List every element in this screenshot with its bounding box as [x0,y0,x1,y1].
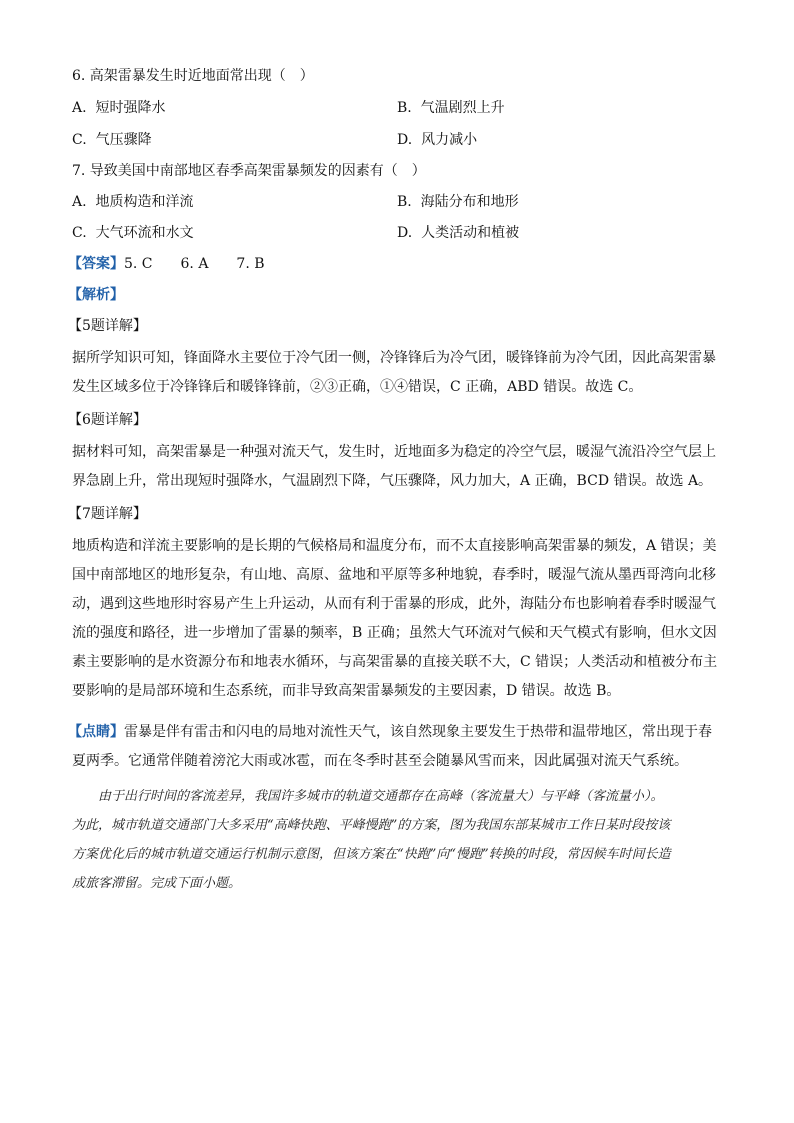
answer-line [68,254,265,274]
q6-option-b: B. 气温剧烈上升 [397,100,505,116]
q5-detail-heading: 【5题详解】 [68,318,147,334]
q6-detail-line: 界急剧上升，常出现短时强降水，气温剧烈下降，气压骤降，风力加大，A 正确，BCD 错误。故选 A。 [72,473,713,489]
answer-values: 5. C 6. A 7. B [124,256,265,272]
material-line: 成旅客滞留。完成下面小题。 [72,876,242,891]
q7-option-b: B. 海陆分布和地形 [397,194,519,210]
tip-line: 夏两季。它通常伴随着滂沱大雨或冰雹，而在冬季时甚至会随暴风雪而来，因此属强对流天气系统。 [72,753,688,769]
q7-detail-line: 国中南部地区的地形复杂，有山地、高原、盆地和平原等多种地貌，春季时，暖湿气流从墨西哥湾向北移 [72,567,716,583]
q7-option-a: A. 地质构造和洋流 [72,194,194,210]
q7-detail-body [72,532,720,706]
tip-line: 雷暴是伴有雷击和闪电的局地对流性天气，该自然现象主要发生于热带和温带地区，常出现于春 [124,724,712,740]
q7-option-c: C. 大气环流和水文 [72,225,194,241]
question-6-stem: 6. 高架雷暴发生时近地面常出现（ ） [72,68,314,84]
q6-option-c: C. 气压骤降 [72,132,152,148]
q5-detail-line: 据所学知识可知，锋面降水主要位于冷气团一侧，冷锋锋后为冷气团，暖锋锋前为冷气团，因此高架雷暴 [72,350,716,366]
q7-detail-line: 流的强度和路径，进一步增加了雷暴的频率，B 正确；虽然大气环流对气候和天气模式有影响，但水文因 [72,625,717,641]
q6-detail-body [72,438,720,496]
q7-option-d: D. 人类活动和植被 [397,225,520,241]
q7-detail-line: 地质构造和洋流主要影响的是长期的气候格局和温度分布，而不太直接影响高架雷暴的频发，A 错误；美 [72,538,717,554]
q5-detail-line: 发生区域多位于冷锋锋后和暖锋锋前，②③正确，①④错误，C 正确，ABD 错误。故选 C。 [72,379,643,395]
q6-option-d: D. 风力减小 [397,132,478,148]
question-7-stem: 7. 导致美国中南部地区春季高架雷暴频发的因素有（ ） [72,163,426,179]
q6-option-a: A. 短时强降水 [72,100,166,116]
q7-detail-line: 要影响的是局部环境和生态系统，而非导致高架雷暴频发的主要因素，D 错误。故选 B。 [72,683,621,699]
material-line: 为此，城市轨道交通部门大多采用“高峰快跑、平峰慢跑”的方案，图为我国东部某城市工作日某时段按该 [72,818,671,833]
material-line: 方案优化后的城市轨道交通运行机制示意图，但该方案在“快跑”向“慢跑”转换的时段，常因候车时间长造 [72,847,671,862]
tip-body [68,718,716,776]
q6-detail-heading: 【6题详解】 [68,412,147,428]
analysis-label: 【解析】 [68,287,124,303]
answer-label: 【答案】 [68,256,124,272]
q7-detail-line: 素主要影响的是水资源分布和地表水循环，与高架雷暴的直接关联不大，C 错误；人类活动和植被分布主 [72,654,718,670]
q7-detail-heading: 【7题详解】 [68,506,147,522]
q7-detail-line: 动，遇到这些地形时容易产生上升运动，从而有利于雷暴的形成，此外，海陆分布也影响着春季时暖湿气 [72,596,716,612]
q5-detail-body [72,344,720,402]
q6-detail-line: 据材料可知，高架雷暴是一种强对流天气，发生时，近地面多为稳定的冷空气层，暖湿气流沿冷空气层上 [72,444,716,460]
next-material [72,782,722,898]
material-line: 由于出行时间的客流差异，我国许多城市的轨道交通都存在高峰（客流量大）与平峰（客流量小）。 [72,789,664,804]
tip-label: 【点睛】 [68,724,124,740]
